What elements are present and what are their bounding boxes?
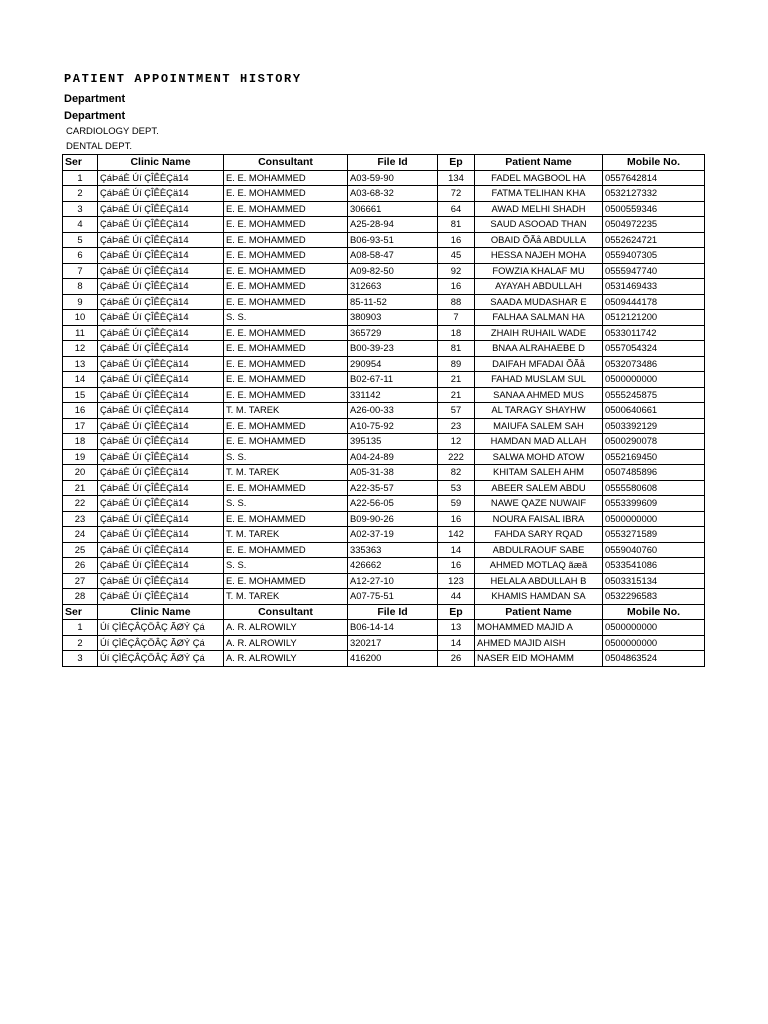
- cell-ser: 1: [63, 170, 98, 186]
- cell-patient-name: NASER EID MOHAMM: [475, 651, 603, 667]
- cell-mobile-no: 0503392129: [603, 418, 705, 434]
- cell-ser: 15: [63, 387, 98, 403]
- cell-mobile-no: 0532073486: [603, 356, 705, 372]
- cell-ser: 13: [63, 356, 98, 372]
- cell-ser: 18: [63, 434, 98, 450]
- cell-clinic: Úí ÇÌÈÇÂÇÖÂÇ ÃØÝ Çá: [98, 635, 224, 651]
- cell-mobile-no: 0509444178: [603, 294, 705, 310]
- cell-file-id: A10-75-92: [348, 418, 438, 434]
- cell-clinic: ÇáÞáÈ Úí ÇÎÊÈÇä14: [98, 449, 224, 465]
- cell-ep: 134: [438, 170, 475, 186]
- cell-mobile-no: 0500559346: [603, 201, 705, 217]
- cell-ep: 16: [438, 511, 475, 527]
- table-header-row: [63, 604, 705, 620]
- cell-file-id: 365729: [348, 325, 438, 341]
- cell-consultant: E. E. MOHAMMED: [224, 217, 348, 233]
- cell-patient-name: MOHAMMED MAJID A: [475, 620, 603, 636]
- cell-clinic: ÇáÞáÈ Úí ÇÎÊÈÇä14: [98, 294, 224, 310]
- cell-patient-name: SAADA MUDASHAR E: [475, 294, 603, 310]
- cell-ep: 44: [438, 589, 475, 605]
- cell-file-id: 85-11-52: [348, 294, 438, 310]
- cell-ser: 16: [63, 403, 98, 419]
- cell-ser: 2: [63, 186, 98, 202]
- report-title: PATIENT APPOINTMENT HISTORY: [64, 72, 302, 86]
- cell-clinic: ÇáÞáÈ Úí ÇÎÊÈÇä14: [98, 372, 224, 388]
- cell-consultant: E. E. MOHAMMED: [224, 387, 348, 403]
- cell-clinic: ÇáÞáÈ Úí ÇÎÊÈÇä14: [98, 325, 224, 341]
- table-row: [63, 279, 705, 295]
- cell-mobile-no: 0500000000: [603, 635, 705, 651]
- cell-ep: 7: [438, 310, 475, 326]
- column-header-ser: Ser: [63, 604, 98, 620]
- cell-clinic: ÇáÞáÈ Úí ÇÎÊÈÇä14: [98, 542, 224, 558]
- column-header-mobile-no: Mobile No.: [603, 155, 705, 171]
- column-header-patient-name: Patient Name: [475, 604, 603, 620]
- cell-ser: 20: [63, 465, 98, 481]
- cell-ep: 222: [438, 449, 475, 465]
- cell-mobile-no: 0555580608: [603, 480, 705, 496]
- cell-consultant: T. M. TAREK: [224, 589, 348, 605]
- cell-ep: 72: [438, 186, 475, 202]
- cell-mobile-no: 0555947740: [603, 263, 705, 279]
- table-row: [63, 635, 705, 651]
- cell-patient-name: AYAYAH ABDULLAH: [475, 279, 603, 295]
- cell-mobile-no: 0531469433: [603, 279, 705, 295]
- cell-mobile-no: 0512121200: [603, 310, 705, 326]
- table-row: [63, 542, 705, 558]
- cell-file-id: 331142: [348, 387, 438, 403]
- cell-mobile-no: 0559040760: [603, 542, 705, 558]
- cell-consultant: E. E. MOHAMMED: [224, 418, 348, 434]
- cell-ep: 123: [438, 573, 475, 589]
- cell-file-id: A04-24-89: [348, 449, 438, 465]
- cell-mobile-no: 0557054324: [603, 341, 705, 357]
- cell-patient-name: AHMED MOTLAQ ãæã: [475, 558, 603, 574]
- column-header-consultant: Consultant: [224, 155, 348, 171]
- cell-patient-name: MAIUFA SALEM SAH: [475, 418, 603, 434]
- column-header-patient-name: Patient Name: [475, 155, 603, 171]
- cell-patient-name: DAIFAH MFADAI ÕÃå: [475, 356, 603, 372]
- table-row: [63, 387, 705, 403]
- table-row: [63, 620, 705, 636]
- cell-consultant: A. R. ALROWILY: [224, 635, 348, 651]
- cell-patient-name: HELALA ABDULLAH B: [475, 573, 603, 589]
- cell-patient-name: KHAMIS HAMDAN SA: [475, 589, 603, 605]
- cell-patient-name: NAWE QAZE NUWAIF: [475, 496, 603, 512]
- cell-consultant: T. M. TAREK: [224, 403, 348, 419]
- table-row: [63, 186, 705, 202]
- table-row: [63, 170, 705, 186]
- cell-ser: 6: [63, 248, 98, 264]
- cell-consultant: E. E. MOHAMMED: [224, 248, 348, 264]
- cell-mobile-no: 0504972235: [603, 217, 705, 233]
- cell-patient-name: ABDULRAOUF SABE: [475, 542, 603, 558]
- cell-file-id: A12-27-10: [348, 573, 438, 589]
- cell-patient-name: NOURA FAISAL IBRA: [475, 511, 603, 527]
- cell-ser: 12: [63, 341, 98, 357]
- cell-consultant: E. E. MOHAMMED: [224, 294, 348, 310]
- table-row: [63, 403, 705, 419]
- cell-consultant: E. E. MOHAMMED: [224, 186, 348, 202]
- department-name-dental: DENTAL DEPT.: [66, 141, 132, 152]
- cell-mobile-no: 0552169450: [603, 449, 705, 465]
- column-header-consultant: Consultant: [224, 604, 348, 620]
- cell-clinic: ÇáÞáÈ Úí ÇÎÊÈÇä14: [98, 341, 224, 357]
- table-row: [63, 449, 705, 465]
- cell-clinic: ÇáÞáÈ Úí ÇÎÊÈÇä14: [98, 589, 224, 605]
- appointment-table: [62, 154, 705, 667]
- cell-ep: 82: [438, 465, 475, 481]
- cell-ser: 27: [63, 573, 98, 589]
- cell-file-id: A09-82-50: [348, 263, 438, 279]
- cell-patient-name: BNAA ALRAHAEBE D: [475, 341, 603, 357]
- cell-file-id: A25-28-94: [348, 217, 438, 233]
- cell-ser: 14: [63, 372, 98, 388]
- department-label: Department: [64, 93, 126, 105]
- cell-patient-name: HAMDAN MAD ALLAH: [475, 434, 603, 450]
- cell-ep: 13: [438, 620, 475, 636]
- cell-consultant: S. S.: [224, 496, 348, 512]
- cell-ser: 25: [63, 542, 98, 558]
- cell-patient-name: AWAD MELHI SHADH: [475, 201, 603, 217]
- cell-file-id: 335363: [348, 542, 438, 558]
- cell-ep: 16: [438, 232, 475, 248]
- cell-consultant: E. E. MOHAMMED: [224, 480, 348, 496]
- cell-mobile-no: 0500000000: [603, 620, 705, 636]
- cell-patient-name: OBAID ÕÃå ABDULLA: [475, 232, 603, 248]
- table-row: [63, 263, 705, 279]
- cell-consultant: E. E. MOHAMMED: [224, 356, 348, 372]
- cell-mobile-no: 0500290078: [603, 434, 705, 450]
- cell-ep: 59: [438, 496, 475, 512]
- table-row: [63, 418, 705, 434]
- cell-mobile-no: 0553271589: [603, 527, 705, 543]
- table-row: [63, 201, 705, 217]
- cell-mobile-no: 0500640661: [603, 403, 705, 419]
- cell-ep: 53: [438, 480, 475, 496]
- cell-ser: 24: [63, 527, 98, 543]
- cell-mobile-no: 0555245875: [603, 387, 705, 403]
- cell-ser: 9: [63, 294, 98, 310]
- cell-consultant: E. E. MOHAMMED: [224, 511, 348, 527]
- cell-ep: 57: [438, 403, 475, 419]
- table-row: [63, 527, 705, 543]
- cell-clinic: ÇáÞáÈ Úí ÇÎÊÈÇä14: [98, 418, 224, 434]
- table-row: [63, 372, 705, 388]
- cell-patient-name: FATMA TELIHAN KHA: [475, 186, 603, 202]
- cell-ser: 11: [63, 325, 98, 341]
- appointment-table-body: [63, 155, 705, 667]
- table-row: [63, 310, 705, 326]
- cell-mobile-no: 0500000000: [603, 511, 705, 527]
- cell-ep: 45: [438, 248, 475, 264]
- cell-consultant: E. E. MOHAMMED: [224, 542, 348, 558]
- column-header-file-id: File Id: [348, 155, 438, 171]
- cell-ser: 3: [63, 201, 98, 217]
- cell-patient-name: SAUD ASOOAD THAN: [475, 217, 603, 233]
- cell-file-id: B06-14-14: [348, 620, 438, 636]
- column-header-mobile-no: Mobile No.: [603, 604, 705, 620]
- cell-file-id: 380903: [348, 310, 438, 326]
- cell-file-id: B02-67-11: [348, 372, 438, 388]
- cell-file-id: 312663: [348, 279, 438, 295]
- cell-file-id: 395135: [348, 434, 438, 450]
- cell-clinic: ÇáÞáÈ Úí ÇÎÊÈÇä14: [98, 480, 224, 496]
- cell-file-id: A05-31-38: [348, 465, 438, 481]
- table-row: [63, 589, 705, 605]
- cell-patient-name: ZHAIH RUHAIL WADE: [475, 325, 603, 341]
- cell-patient-name: KHITAM SALEH AHM: [475, 465, 603, 481]
- cell-ser: 26: [63, 558, 98, 574]
- cell-ser: 21: [63, 480, 98, 496]
- table-row: [63, 325, 705, 341]
- cell-ep: 14: [438, 635, 475, 651]
- table-row: [63, 248, 705, 264]
- cell-ep: 16: [438, 558, 475, 574]
- cell-ep: 14: [438, 542, 475, 558]
- cell-ep: 92: [438, 263, 475, 279]
- cell-ser: 2: [63, 635, 98, 651]
- cell-ser: 19: [63, 449, 98, 465]
- department-label: Department: [64, 110, 126, 122]
- column-header-ser: Ser: [63, 155, 98, 171]
- cell-ser: 28: [63, 589, 98, 605]
- cell-file-id: B06-93-51: [348, 232, 438, 248]
- cell-mobile-no: 0557642814: [603, 170, 705, 186]
- cell-ep: 16: [438, 279, 475, 295]
- cell-mobile-no: 0553399609: [603, 496, 705, 512]
- table-row: [63, 294, 705, 310]
- cell-ep: 89: [438, 356, 475, 372]
- cell-mobile-no: 0507485896: [603, 465, 705, 481]
- cell-file-id: 416200: [348, 651, 438, 667]
- cell-consultant: E. E. MOHAMMED: [224, 325, 348, 341]
- cell-patient-name: FOWZIA KHALAF MU: [475, 263, 603, 279]
- cell-consultant: E. E. MOHAMMED: [224, 170, 348, 186]
- cell-ep: 81: [438, 217, 475, 233]
- cell-file-id: 320217: [348, 635, 438, 651]
- cell-patient-name: SANAA AHMED MUS: [475, 387, 603, 403]
- table-row: [63, 480, 705, 496]
- cell-consultant: T. M. TAREK: [224, 465, 348, 481]
- cell-consultant: E. E. MOHAMMED: [224, 263, 348, 279]
- cell-consultant: S. S.: [224, 310, 348, 326]
- cell-clinic: ÇáÞáÈ Úí ÇÎÊÈÇä14: [98, 511, 224, 527]
- cell-file-id: 290954: [348, 356, 438, 372]
- cell-ep: 88: [438, 294, 475, 310]
- cell-mobile-no: 0532127332: [603, 186, 705, 202]
- cell-consultant: E. E. MOHAMMED: [224, 232, 348, 248]
- cell-consultant: S. S.: [224, 449, 348, 465]
- cell-ep: 64: [438, 201, 475, 217]
- cell-clinic: ÇáÞáÈ Úí ÇÎÊÈÇä14: [98, 465, 224, 481]
- cell-clinic: ÇáÞáÈ Úí ÇÎÊÈÇä14: [98, 170, 224, 186]
- cell-ep: 142: [438, 527, 475, 543]
- cell-file-id: A03-68-32: [348, 186, 438, 202]
- cell-mobile-no: 0552624721: [603, 232, 705, 248]
- cell-mobile-no: 0503315134: [603, 573, 705, 589]
- cell-consultant: E. E. MOHAMMED: [224, 372, 348, 388]
- cell-ser: 17: [63, 418, 98, 434]
- cell-consultant: E. E. MOHAMMED: [224, 341, 348, 357]
- cell-patient-name: HESSA NAJEH MOHA: [475, 248, 603, 264]
- cell-clinic: ÇáÞáÈ Úí ÇÎÊÈÇä14: [98, 434, 224, 450]
- cell-clinic: ÇáÞáÈ Úí ÇÎÊÈÇä14: [98, 573, 224, 589]
- cell-patient-name: ABEER SALEM ABDU: [475, 480, 603, 496]
- column-header-ep: Ep: [438, 604, 475, 620]
- table-row: [63, 232, 705, 248]
- cell-mobile-no: 0559407305: [603, 248, 705, 264]
- table-row: [63, 341, 705, 357]
- cell-ser: 1: [63, 620, 98, 636]
- cell-patient-name: FAHAD MUSLAM SUL: [475, 372, 603, 388]
- cell-ep: 12: [438, 434, 475, 450]
- cell-ser: 3: [63, 651, 98, 667]
- cell-clinic: Úí ÇÌÈÇÂÇÖÂÇ ÃØÝ Çá: [98, 651, 224, 667]
- table-row: [63, 651, 705, 667]
- cell-file-id: A07-75-51: [348, 589, 438, 605]
- cell-file-id: A22-56-05: [348, 496, 438, 512]
- cell-ser: 22: [63, 496, 98, 512]
- cell-consultant: A. R. ALROWILY: [224, 620, 348, 636]
- cell-patient-name: FAHDA SARY RQAD: [475, 527, 603, 543]
- cell-ep: 81: [438, 341, 475, 357]
- cell-clinic: Úí ÇÌÈÇÂÇÖÂÇ ÃØÝ Çá: [98, 620, 224, 636]
- table-row: [63, 434, 705, 450]
- cell-mobile-no: 0532296583: [603, 589, 705, 605]
- cell-clinic: ÇáÞáÈ Úí ÇÎÊÈÇä14: [98, 232, 224, 248]
- column-header-file-id: File Id: [348, 604, 438, 620]
- cell-mobile-no: 0504863524: [603, 651, 705, 667]
- cell-file-id: A26-00-33: [348, 403, 438, 419]
- cell-clinic: ÇáÞáÈ Úí ÇÎÊÈÇä14: [98, 387, 224, 403]
- cell-file-id: B00-39-23: [348, 341, 438, 357]
- cell-consultant: E. E. MOHAMMED: [224, 434, 348, 450]
- cell-file-id: 306661: [348, 201, 438, 217]
- cell-patient-name: AHMED MAJID AISH: [475, 635, 603, 651]
- cell-clinic: ÇáÞáÈ Úí ÇÎÊÈÇä14: [98, 279, 224, 295]
- cell-ser: 7: [63, 263, 98, 279]
- cell-file-id: B09-90-26: [348, 511, 438, 527]
- cell-ep: 21: [438, 372, 475, 388]
- table-row: [63, 356, 705, 372]
- cell-clinic: ÇáÞáÈ Úí ÇÎÊÈÇä14: [98, 527, 224, 543]
- cell-ep: 26: [438, 651, 475, 667]
- cell-patient-name: FADEL MAGBOOL HA: [475, 170, 603, 186]
- cell-clinic: ÇáÞáÈ Úí ÇÎÊÈÇä14: [98, 403, 224, 419]
- table-row: [63, 511, 705, 527]
- cell-file-id: A08-58-47: [348, 248, 438, 264]
- cell-consultant: A. R. ALROWILY: [224, 651, 348, 667]
- cell-clinic: ÇáÞáÈ Úí ÇÎÊÈÇä14: [98, 263, 224, 279]
- table-row: [63, 465, 705, 481]
- table-row: [63, 558, 705, 574]
- cell-ep: 18: [438, 325, 475, 341]
- cell-mobile-no: 0500000000: [603, 372, 705, 388]
- cell-clinic: ÇáÞáÈ Úí ÇÎÊÈÇä14: [98, 217, 224, 233]
- cell-file-id: 426662: [348, 558, 438, 574]
- cell-clinic: ÇáÞáÈ Úí ÇÎÊÈÇä14: [98, 496, 224, 512]
- cell-mobile-no: 0533541086: [603, 558, 705, 574]
- cell-patient-name: AL TARAGY SHAYHW: [475, 403, 603, 419]
- cell-clinic: ÇáÞáÈ Úí ÇÎÊÈÇä14: [98, 201, 224, 217]
- cell-clinic: ÇáÞáÈ Úí ÇÎÊÈÇä14: [98, 186, 224, 202]
- cell-clinic: ÇáÞáÈ Úí ÇÎÊÈÇä14: [98, 248, 224, 264]
- cell-ser: 5: [63, 232, 98, 248]
- cell-ser: 23: [63, 511, 98, 527]
- cell-clinic: ÇáÞáÈ Úí ÇÎÊÈÇä14: [98, 558, 224, 574]
- table-row: [63, 217, 705, 233]
- cell-patient-name: FALHAA SALMAN HA: [475, 310, 603, 326]
- cell-consultant: E. E. MOHAMMED: [224, 201, 348, 217]
- cell-consultant: S. S.: [224, 558, 348, 574]
- cell-clinic: ÇáÞáÈ Úí ÇÎÊÈÇä14: [98, 356, 224, 372]
- cell-ep: 23: [438, 418, 475, 434]
- cell-consultant: T. M. TAREK: [224, 527, 348, 543]
- column-header-clinic: Clinic Name: [98, 155, 224, 171]
- cell-file-id: A02-37-19: [348, 527, 438, 543]
- cell-consultant: E. E. MOHAMMED: [224, 573, 348, 589]
- cell-file-id: A03-59-90: [348, 170, 438, 186]
- cell-file-id: A22-35-57: [348, 480, 438, 496]
- column-header-ep: Ep: [438, 155, 475, 171]
- cell-mobile-no: 0533011742: [603, 325, 705, 341]
- cell-ser: 8: [63, 279, 98, 295]
- cell-ser: 4: [63, 217, 98, 233]
- cell-clinic: ÇáÞáÈ Úí ÇÎÊÈÇä14: [98, 310, 224, 326]
- table-row: [63, 496, 705, 512]
- cell-consultant: E. E. MOHAMMED: [224, 279, 348, 295]
- department-name-cardiology: CARDIOLOGY DEPT.: [66, 126, 159, 137]
- table-header-row: [63, 155, 705, 171]
- cell-patient-name: SALWA MOHD ATOW: [475, 449, 603, 465]
- cell-ser: 10: [63, 310, 98, 326]
- cell-ep: 21: [438, 387, 475, 403]
- table-row: [63, 573, 705, 589]
- column-header-clinic: Clinic Name: [98, 604, 224, 620]
